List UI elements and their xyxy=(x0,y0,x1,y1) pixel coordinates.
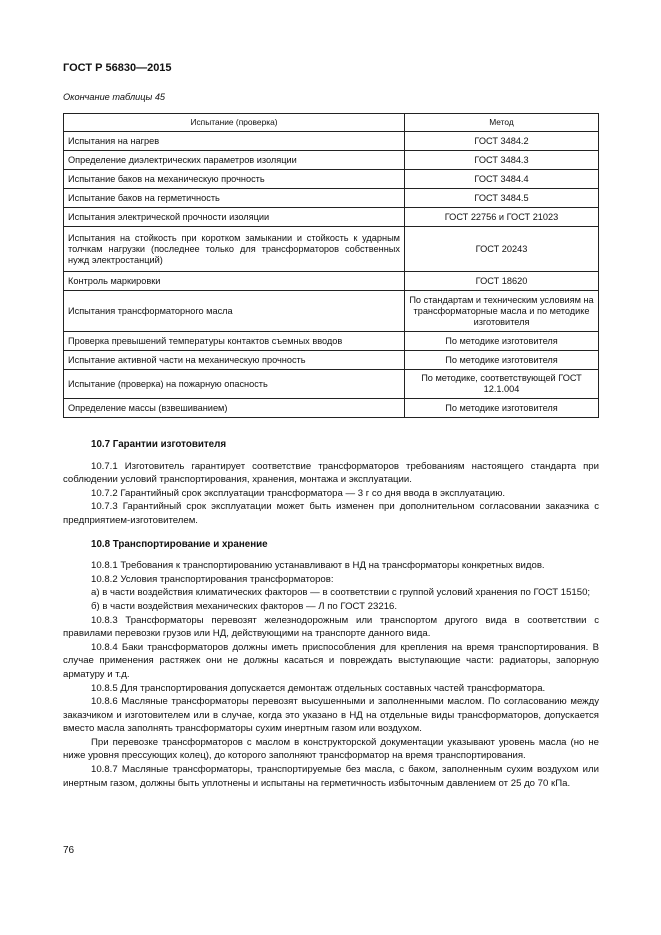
document-header: ГОСТ Р 56830—2015 xyxy=(63,62,172,74)
test-methods-table xyxy=(63,113,599,418)
method-cell: ГОСТ 3484.4 xyxy=(405,170,599,189)
table-row xyxy=(64,227,599,272)
test-cell: Испытания на стойкость при коротком замыкании и стойкость к ударным толчкам нагрузки (последнее только для трансформаторов собственных нужд электростанций) xyxy=(64,227,405,272)
paragraph: а) в части воздействия климатических факторов — в соответствии с группой условий хранения по ГОСТ 15150; xyxy=(91,587,591,599)
paragraph: 10.7.1 Изготовитель гарантирует соответствие трансформаторов требованиям настоящего стандарта при соблюдении условий транспортирования, хранения, монтажа и эксплуатации. xyxy=(63,460,599,486)
test-cell: Контроль маркировки xyxy=(64,272,405,291)
paragraph: б) в части воздействия механических факторов — Л по ГОСТ 23216. xyxy=(91,600,398,612)
method-cell: ГОСТ 22756 и ГОСТ 21023 xyxy=(405,208,599,227)
table-row xyxy=(64,151,599,170)
test-cell: Испытание активной части на механическую прочность xyxy=(64,351,405,370)
paragraph: При перевозке трансформаторов с маслом в конструкторской документации указывают уровень масла (но не ниже уровня прессующих колец), до которого заполняют трансформатор на время транспортирования. xyxy=(63,736,599,762)
table-row xyxy=(64,370,599,399)
column-header-test: Испытание (проверка) xyxy=(64,114,405,132)
method-cell: ГОСТ 3484.5 xyxy=(405,189,599,208)
section-heading-10-7: 10.7 Гарантии изготовителя xyxy=(91,439,227,450)
paragraph: 10.8.7 Масляные трансформаторы, транспортируемые без масла, с баком, заполненным сухим воздухом или инертным газом, должны быть уплотнены и испытаны на герметичность избыточным давлением от 25 до 70 кПа. xyxy=(63,764,599,789)
table-row xyxy=(64,291,599,332)
test-cell: Испытание баков на механическую прочность xyxy=(64,170,405,189)
section-heading-10-8: 10.8 Транспортирование и хранение xyxy=(91,538,268,550)
method-cell: По методике изготовителя xyxy=(405,332,599,351)
method-cell: ГОСТ 3484.3 xyxy=(405,151,599,170)
paragraph: 10.8.2 Условия транспортирования трансформаторов: xyxy=(91,573,334,585)
test-cell: Испытание баков на герметичность xyxy=(64,189,405,208)
paragraph: 10.7.3 Гарантийный срок эксплуатации может быть изменен при дополнительном согласовании заказчика с предприятием-изготовителем. xyxy=(63,501,599,526)
table-row xyxy=(64,332,599,351)
method-cell: ГОСТ 18620 xyxy=(405,272,599,291)
body-text xyxy=(63,438,599,790)
method-cell: По методике изготовителя xyxy=(405,399,599,418)
table-row xyxy=(64,272,599,291)
method-cell: ГОСТ 3484.2 xyxy=(405,132,599,151)
page-number: 76 xyxy=(63,845,75,856)
test-cell: Испытания трансформаторного масла xyxy=(64,291,405,332)
test-cell: Определение диэлектрических параметров изоляции xyxy=(64,151,405,170)
paragraph: 10.8.6 Масляные трансформаторы перевозят высушенными и заполненными маслом. По согласованию между заказчиком и изготовителем или в случае, когда это указано в НД на отдельные виды трансформаторов, допускается вместо масла заполнять трансформаторы сухим инертным газом или воздухом. xyxy=(63,696,599,735)
test-cell: Определение массы (взвешиванием) xyxy=(64,399,405,418)
test-cell: Испытание (проверка) на пожарную опасность xyxy=(64,370,405,399)
table-header-row xyxy=(64,114,599,132)
paragraph: 10.8.4 Баки трансформаторов должны иметь приспособления для крепления на время транспортирования. В случае применения растяжек они не должны касаться и повреждать выступающие части: радиаторы, запорную арматуру и т.д. xyxy=(63,641,599,680)
table-caption: Окончание таблицы 45 xyxy=(63,92,166,102)
paragraph: 10.8.3 Трансформаторы перевозят железнодорожным или транспортом другого вида в соответствии с правилами перевозки грузов или НД, действующими на транспорте данного вида. xyxy=(63,614,599,640)
table-row xyxy=(64,170,599,189)
method-cell: ГОСТ 20243 xyxy=(405,227,599,272)
table-row xyxy=(64,189,599,208)
column-header-method: Метод xyxy=(405,114,599,132)
table-row xyxy=(64,351,599,370)
method-cell: По стандартам и техническим условиям на трансформаторные масла и по методике изготовителя xyxy=(405,291,599,332)
table-row xyxy=(64,399,599,418)
method-cell: По методике изготовителя xyxy=(405,351,599,370)
test-cell: Проверка превышений температуры контактов съемных вводов xyxy=(64,332,405,351)
paragraph: 10.8.1 Требования к транспортированию устанавливают в НД на трансформаторы конкретных видов. xyxy=(91,560,545,572)
test-cell: Испытания электрической прочности изоляции xyxy=(64,208,405,227)
paragraph: 10.8.5 Для транспортирования допускается демонтаж отдельных составных частей трансформатора. xyxy=(91,682,546,694)
table-row xyxy=(64,208,599,227)
method-cell: По методике, соответствующей ГОСТ 12.1.004 xyxy=(405,370,599,399)
test-cell: Испытания на нагрев xyxy=(64,132,405,151)
table-row xyxy=(64,132,599,151)
paragraph: 10.7.2 Гарантийный срок эксплуатации трансформатора — 3 г со дня ввода в эксплуатацию. xyxy=(91,487,506,499)
